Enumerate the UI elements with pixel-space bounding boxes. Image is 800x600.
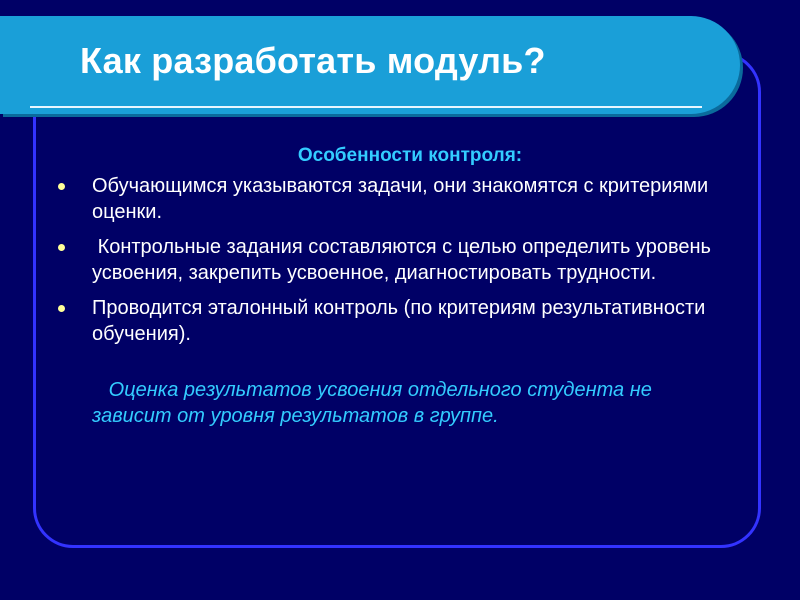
bullet-text: Контрольные задания составляются с целью определить уровень усвоения, закрепить усвоенное, диагностировать трудности. (92, 236, 717, 284)
bullet-text: Проводится эталонный контроль (по критериям результативности обучения). (92, 297, 706, 345)
bullet-text: Обучающимся указываются задачи, они знакомятся с критериями оценки. (92, 175, 709, 223)
bullet-item (55, 295, 745, 347)
bullet-dot-icon (58, 183, 65, 190)
bullet-dot-icon (58, 305, 65, 312)
slide-title: Как разработать модуль? (80, 40, 546, 81)
bullet-item (55, 173, 745, 225)
bullet-item (55, 234, 745, 286)
summary-note: Оценка результатов усвоения отдельного студента не зависит от уровня результатов в группе. (92, 379, 658, 427)
slide-content (55, 145, 745, 429)
subheading: Особенности контроля: (297, 145, 523, 166)
bullet-list (55, 173, 745, 347)
bullet-dot-icon (58, 244, 65, 251)
